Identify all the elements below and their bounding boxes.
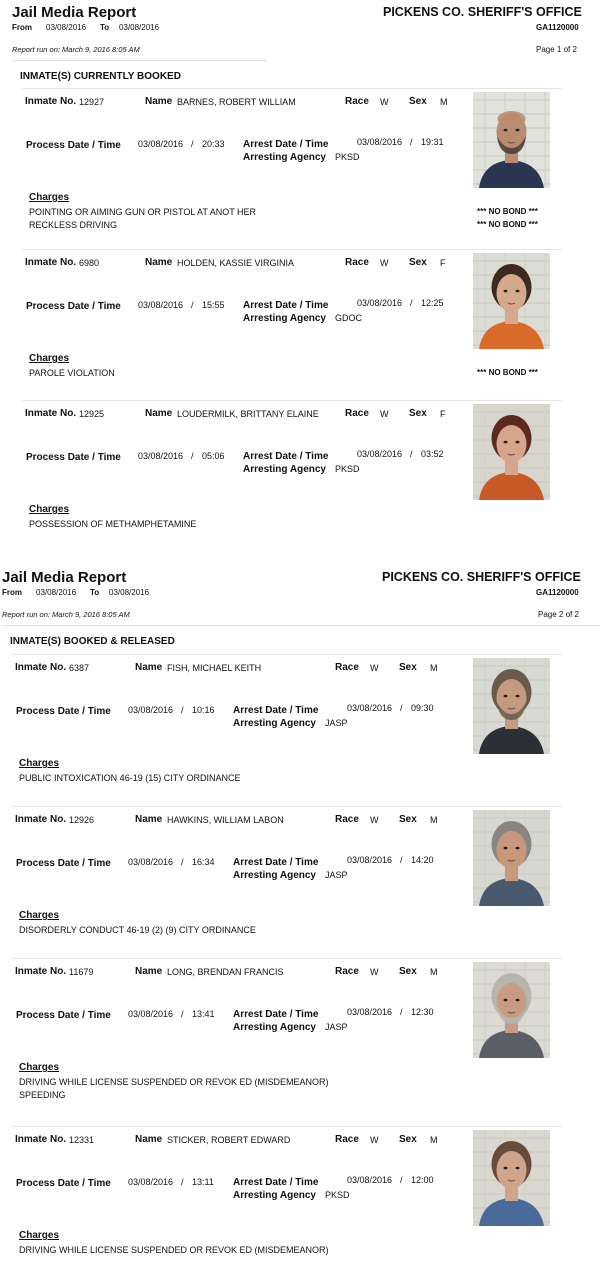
arrest-date-value: 03/08/2016 [347,703,393,713]
page-number: Page 2 of 2 [538,610,579,619]
arrest-time-value: 03:52 [421,449,444,459]
arrest-time-value: 12:00 [411,1175,434,1185]
process-slash: / [191,300,194,310]
arrest-date-time-label: Arrest Date / Time [233,1177,319,1188]
charge-text: SPEEDING [19,1090,66,1100]
from-date: 03/08/2016 [36,588,77,597]
bond-status: *** NO BOND *** [477,207,538,216]
charge-text: DRIVING WHILE LICENSE SUSPENDED OR REVOK ED (MISDEMEANOR) [19,1077,329,1087]
arrest-slash: / [410,137,413,147]
race-value: W [370,967,379,977]
name-label: Name [135,966,163,977]
inmate-divider [12,1126,562,1127]
sheriff-office-title: PICKENS CO. SHERIFF'S OFFICE [383,5,582,19]
mugshot-photo [473,404,550,500]
race-value: W [380,97,389,107]
race-value: W [370,663,379,673]
charges-heading: Charges [29,353,70,364]
agency-code: GA1120000 [536,23,579,32]
process-slash: / [191,139,194,149]
arrest-date-value: 03/08/2016 [357,449,403,459]
report-run-on: Report run on: March 9, 2016 8:05 AM [2,610,130,619]
mugshot-photo [473,962,550,1058]
process-slash: / [181,857,184,867]
name-label: Name [145,408,173,419]
process-time-value: 16:34 [192,857,215,867]
race-label: Race [345,408,369,419]
header-rule [2,625,600,626]
process-date-time-label: Process Date / Time [16,1178,111,1189]
inmate-no-value: 12926 [69,815,95,825]
process-date-time-label: Process Date / Time [26,452,121,463]
sex-value: M [430,967,438,977]
inmate-no-value: 12331 [69,1135,95,1145]
arrest-slash: / [400,855,403,865]
race-value: W [370,1135,379,1145]
arresting-agency-label: Arresting Agency [233,870,316,881]
sex-value: F [440,258,446,268]
arrest-date-value: 03/08/2016 [357,298,403,308]
inmate-no-label: Inmate No. [25,257,77,268]
agency-code: GA1120000 [536,588,579,597]
arresting-agency-label: Arresting Agency [243,313,326,324]
mugshot-photo [473,658,550,754]
process-slash: / [181,1177,184,1187]
process-date-time-label: Process Date / Time [26,301,121,312]
race-label: Race [335,814,359,825]
page-number: Page 1 of 2 [536,45,577,54]
arrest-date-time-label: Arrest Date / Time [243,300,329,311]
arresting-agency-label: Arresting Agency [233,1190,316,1201]
section-heading: INMATE(S) BOOKED & RELEASED [10,636,175,647]
bond-status: *** NO BOND *** [477,220,538,229]
name-label: Name [135,1134,163,1145]
inmate-no-value: 12927 [79,97,105,107]
arresting-agency-value: PKSD [335,152,360,162]
process-time-value: 20:33 [202,139,225,149]
process-time-value: 13:41 [192,1009,215,1019]
arrest-time-value: 19:31 [421,137,444,147]
charge-text: PAROLE VIOLATION [29,368,115,378]
inmate-no-label: Inmate No. [25,408,77,419]
arresting-agency-value: GDOC [335,313,362,323]
process-date-time-label: Process Date / Time [16,858,111,869]
sex-value: M [430,1135,438,1145]
charge-text: DRIVING WHILE LICENSE SUSPENDED OR REVOK ED (MISDEMEANOR) [19,1245,329,1255]
race-label: Race [335,1134,359,1145]
report-run-on: Report run on: March 9, 2016 8:05 AM [12,45,140,54]
inmate-no-value: 6387 [69,663,90,673]
from-label: From [2,588,22,597]
charge-text: DISORDERLY CONDUCT 46-19 (2) (9) CITY ORDINANCE [19,925,256,935]
inmate-divider [12,806,562,807]
arrest-date-value: 03/08/2016 [347,1007,393,1017]
charge-text: POINTING OR AIMING GUN OR PISTOL AT ANOT HER [29,207,257,217]
inmate-no-label: Inmate No. [15,662,67,673]
sex-value: M [430,663,438,673]
sex-label: Sex [399,1134,417,1145]
arrest-time-value: 14:20 [411,855,434,865]
to-label: To [90,588,100,597]
arrest-date-value: 03/08/2016 [347,1175,393,1185]
sex-label: Sex [409,257,427,268]
process-date-time-label: Process Date / Time [16,1010,111,1021]
arrest-date-time-label: Arrest Date / Time [233,705,319,716]
charges-heading: Charges [29,504,70,515]
mugshot-photo [473,92,550,188]
arrest-date-time-label: Arrest Date / Time [233,857,319,868]
name-value: STICKER, ROBERT EDWARD [167,1135,291,1145]
inmate-no-value: 12925 [79,409,105,419]
to-label: To [100,23,110,32]
arresting-agency-value: PKSD [325,1190,350,1200]
header-rule [12,60,267,61]
mugshot-photo [473,253,550,349]
arresting-agency-label: Arresting Agency [233,1022,316,1033]
arresting-agency-value: JASP [325,718,348,728]
charges-heading: Charges [19,758,60,769]
arrest-time-value: 12:25 [421,298,444,308]
inmate-divider [22,400,562,401]
arrest-date-value: 03/08/2016 [347,855,393,865]
charges-heading: Charges [19,1062,60,1073]
process-date-value: 03/08/2016 [128,857,174,867]
inmate-no-label: Inmate No. [15,966,67,977]
arresting-agency-value: PKSD [335,464,360,474]
arrest-time-value: 12:30 [411,1007,434,1017]
process-date-time-label: Process Date / Time [26,140,121,151]
process-date-time-label: Process Date / Time [16,706,111,717]
race-label: Race [345,257,369,268]
race-label: Race [335,966,359,977]
section-heading: INMATE(S) CURRENTLY BOOKED [20,71,181,82]
process-date-value: 03/08/2016 [128,705,174,715]
charges-heading: Charges [19,1230,60,1241]
arresting-agency-value: JASP [325,1022,348,1032]
name-label: Name [145,257,173,268]
arrest-slash: / [400,1007,403,1017]
inmate-divider [12,654,562,655]
name-label: Name [135,662,163,673]
sex-value: M [440,97,448,107]
race-value: W [380,258,389,268]
process-time-value: 15:55 [202,300,225,310]
arrest-date-time-label: Arrest Date / Time [243,451,329,462]
charges-heading: Charges [29,192,70,203]
inmate-no-value: 6980 [79,258,100,268]
arrest-date-time-label: Arrest Date / Time [233,1009,319,1020]
inmate-no-label: Inmate No. [15,814,67,825]
sex-value: M [430,815,438,825]
process-date-value: 03/08/2016 [138,451,184,461]
process-slash: / [191,451,194,461]
arresting-agency-label: Arresting Agency [243,152,326,163]
mugshot-photo [473,1130,550,1226]
name-value: LONG, BRENDAN FRANCIS [167,967,284,977]
charge-text: RECKLESS DRIVING [29,220,118,230]
report-title: Jail Media Report [2,569,127,586]
report-title: Jail Media Report [12,4,137,21]
process-time-value: 05:06 [202,451,225,461]
charge-text: PUBLIC INTOXICATION 46-19 (15) CITY ORDINANCE [19,773,241,783]
mugshot-photo [473,810,550,906]
charge-text: POSSESSION OF METHAMPHETAMINE [29,519,197,529]
race-value: W [380,409,389,419]
from-label: From [12,23,32,32]
arresting-agency-value: JASP [325,870,348,880]
sex-value: F [440,409,446,419]
process-slash: / [181,705,184,715]
name-value: FISH, MICHAEL KEITH [167,663,262,673]
inmate-no-label: Inmate No. [15,1134,67,1145]
from-date: 03/08/2016 [46,23,87,32]
arresting-agency-label: Arresting Agency [243,464,326,475]
arrest-slash: / [410,449,413,459]
inmate-divider [22,249,562,250]
process-date-value: 03/08/2016 [138,300,184,310]
name-label: Name [135,814,163,825]
name-value: BARNES, ROBERT WILLIAM [177,97,296,107]
sex-label: Sex [399,814,417,825]
arrest-time-value: 09:30 [411,703,434,713]
sex-label: Sex [409,96,427,107]
process-date-value: 03/08/2016 [128,1177,174,1187]
bond-status: *** NO BOND *** [477,368,538,377]
sheriff-office-title: PICKENS CO. SHERIFF'S OFFICE [382,570,581,584]
arrest-slash: / [410,298,413,308]
to-date: 03/08/2016 [119,23,160,32]
arresting-agency-label: Arresting Agency [233,718,316,729]
inmate-no-value: 11679 [69,967,94,977]
process-time-value: 13:11 [192,1177,214,1187]
race-value: W [370,815,379,825]
arrest-date-value: 03/08/2016 [357,137,403,147]
arrest-slash: / [400,703,403,713]
arrest-date-time-label: Arrest Date / Time [243,139,329,150]
inmate-no-label: Inmate No. [25,96,77,107]
to-date: 03/08/2016 [109,588,150,597]
process-date-value: 03/08/2016 [138,139,184,149]
name-value: HOLDEN, KASSIE VIRGINIA [177,258,295,268]
process-date-value: 03/08/2016 [128,1009,174,1019]
name-label: Name [145,96,173,107]
name-value: LOUDERMILK, BRITTANY ELAINE [177,409,319,419]
sex-label: Sex [399,662,417,673]
process-slash: / [181,1009,184,1019]
name-value: HAWKINS, WILLIAM LABON [167,815,284,825]
inmate-divider [22,88,562,89]
sex-label: Sex [399,966,417,977]
arrest-slash: / [400,1175,403,1185]
inmate-divider [12,958,562,959]
race-label: Race [335,662,359,673]
charges-heading: Charges [19,910,60,921]
sex-label: Sex [409,408,427,419]
process-time-value: 10:16 [192,705,215,715]
race-label: Race [345,96,369,107]
